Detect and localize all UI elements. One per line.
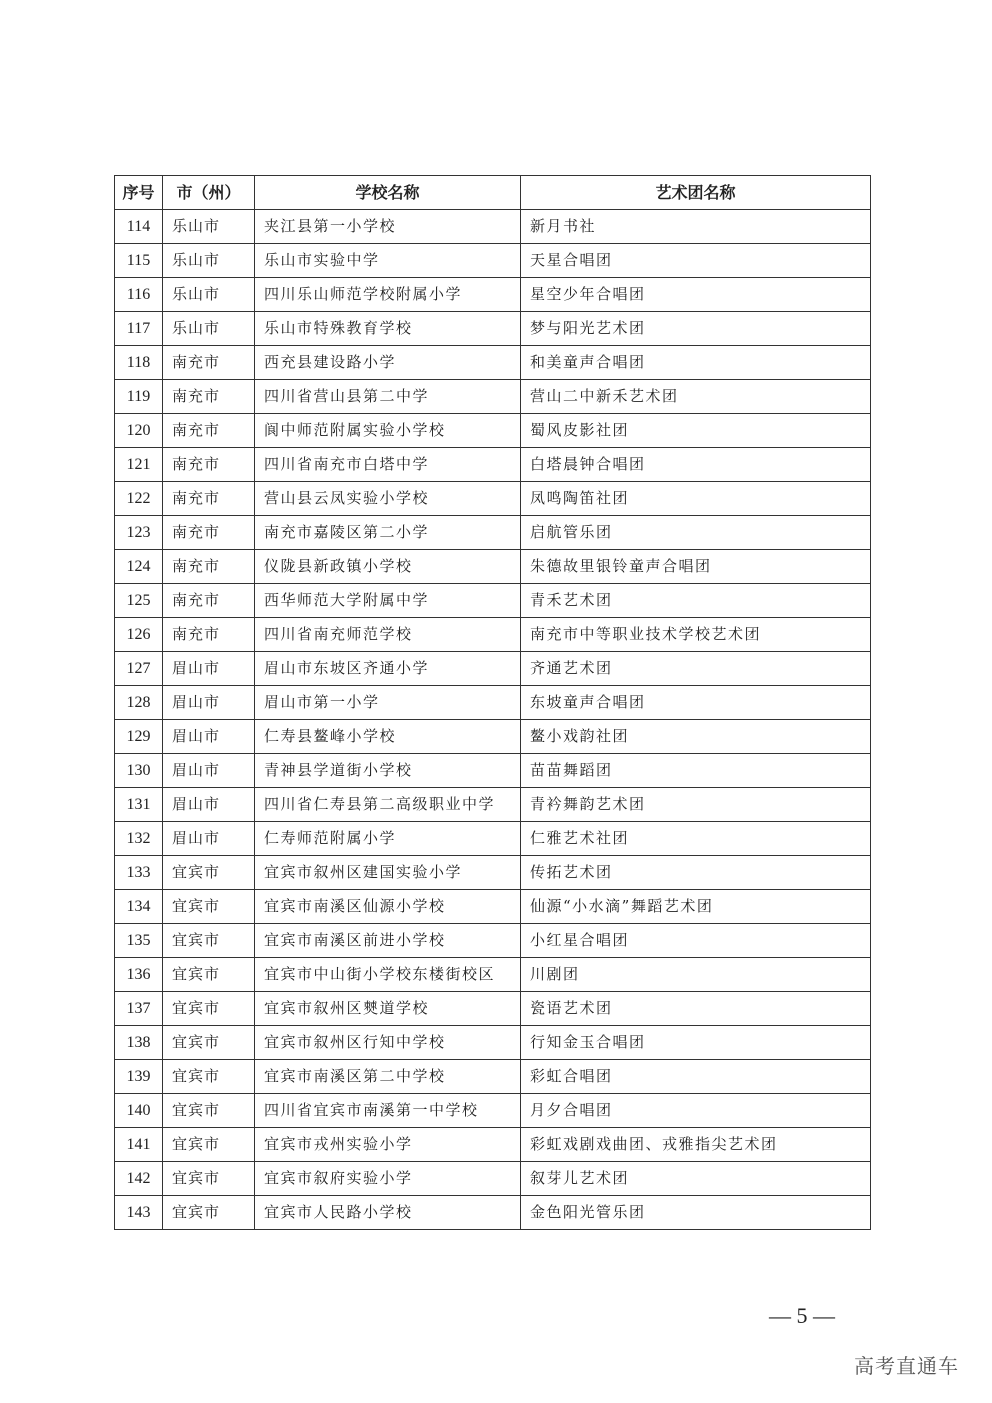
row-school-name: 乐山市特殊教育学校 (255, 312, 521, 346)
header-num: 序号 (115, 176, 163, 210)
table-row (115, 1060, 871, 1094)
row-number: 120 (115, 414, 163, 448)
row-troupe-name: 苗苗舞蹈团 (521, 754, 871, 788)
row-city: 宜宾市 (163, 1196, 255, 1230)
row-school-name: 四川省营山县第二中学 (255, 380, 521, 414)
row-city: 宜宾市 (163, 958, 255, 992)
row-number: 123 (115, 516, 163, 550)
row-city: 眉山市 (163, 720, 255, 754)
row-school-name: 四川省仁寿县第二高级职业中学 (255, 788, 521, 822)
row-city: 南充市 (163, 380, 255, 414)
header-troupe: 艺术团名称 (521, 176, 871, 210)
row-number: 129 (115, 720, 163, 754)
row-number: 122 (115, 482, 163, 516)
row-number: 132 (115, 822, 163, 856)
table-row (115, 448, 871, 482)
row-troupe-name: 天星合唱团 (521, 244, 871, 278)
table-row (115, 482, 871, 516)
row-troupe-name: 青衿舞韵艺术团 (521, 788, 871, 822)
row-school-name: 四川省南充师范学校 (255, 618, 521, 652)
table-row (115, 346, 871, 380)
row-city: 乐山市 (163, 312, 255, 346)
row-number: 141 (115, 1128, 163, 1162)
row-city: 宜宾市 (163, 1026, 255, 1060)
row-troupe-name: 小红星合唱团 (521, 924, 871, 958)
table-row (115, 414, 871, 448)
row-city: 南充市 (163, 482, 255, 516)
table-row (115, 924, 871, 958)
page-number: — 5 — (769, 1303, 835, 1328)
row-city: 宜宾市 (163, 856, 255, 890)
row-school-name: 宜宾市中山街小学校东楼街校区 (255, 958, 521, 992)
row-city: 宜宾市 (163, 1162, 255, 1196)
row-school-name: 宜宾市南溪区仙源小学校 (255, 890, 521, 924)
row-number: 128 (115, 686, 163, 720)
table-row (115, 856, 871, 890)
row-number: 114 (115, 210, 163, 244)
row-city: 南充市 (163, 584, 255, 618)
row-school-name: 宜宾市人民路小学校 (255, 1196, 521, 1230)
row-troupe-name: 仙源“小水滴”舞蹈艺术团 (521, 890, 871, 924)
school-art-troupe-table (114, 175, 871, 1230)
row-city: 眉山市 (163, 652, 255, 686)
row-number: 117 (115, 312, 163, 346)
row-number: 115 (115, 244, 163, 278)
row-school-name: 西华师范大学附属中学 (255, 584, 521, 618)
row-number: 127 (115, 652, 163, 686)
row-school-name: 宜宾市叙州区建国实验小学 (255, 856, 521, 890)
row-number: 119 (115, 380, 163, 414)
row-school-name: 青神县学道街小学校 (255, 754, 521, 788)
table-row (115, 584, 871, 618)
row-school-name: 宜宾市叙州区行知中学校 (255, 1026, 521, 1060)
row-number: 126 (115, 618, 163, 652)
row-city: 眉山市 (163, 822, 255, 856)
row-city: 南充市 (163, 550, 255, 584)
row-number: 136 (115, 958, 163, 992)
row-number: 133 (115, 856, 163, 890)
table-row (115, 720, 871, 754)
row-troupe-name: 启航管乐团 (521, 516, 871, 550)
row-city: 宜宾市 (163, 1060, 255, 1094)
row-troupe-name: 白塔晨钟合唱团 (521, 448, 871, 482)
row-troupe-name: 和美童声合唱团 (521, 346, 871, 380)
table-row (115, 1026, 871, 1060)
row-city: 宜宾市 (163, 890, 255, 924)
row-number: 137 (115, 992, 163, 1026)
row-number: 143 (115, 1196, 163, 1230)
table-row (115, 788, 871, 822)
row-troupe-name: 传拓艺术团 (521, 856, 871, 890)
row-school-name: 阆中师范附属实验小学校 (255, 414, 521, 448)
row-troupe-name: 新月书社 (521, 210, 871, 244)
row-city: 眉山市 (163, 788, 255, 822)
table-row (115, 244, 871, 278)
row-school-name: 仁寿师范附属小学 (255, 822, 521, 856)
row-city: 眉山市 (163, 686, 255, 720)
row-troupe-name: 东坡童声合唱团 (521, 686, 871, 720)
row-school-name: 四川省宜宾市南溪第一中学校 (255, 1094, 521, 1128)
row-number: 116 (115, 278, 163, 312)
row-troupe-name: 彩虹合唱团 (521, 1060, 871, 1094)
table-row (115, 652, 871, 686)
table-row (115, 1094, 871, 1128)
row-school-name: 宜宾市叙府实验小学 (255, 1162, 521, 1196)
row-school-name: 仪陇县新政镇小学校 (255, 550, 521, 584)
row-troupe-name: 仁雅艺术社团 (521, 822, 871, 856)
row-city: 宜宾市 (163, 992, 255, 1026)
row-school-name: 眉山市第一小学 (255, 686, 521, 720)
row-troupe-name: 凤鸣陶笛社团 (521, 482, 871, 516)
table-row (115, 754, 871, 788)
table-row (115, 686, 871, 720)
row-school-name: 宜宾市南溪区第二中学校 (255, 1060, 521, 1094)
row-city: 乐山市 (163, 244, 255, 278)
header-school: 学校名称 (255, 176, 521, 210)
row-number: 131 (115, 788, 163, 822)
table-row (115, 312, 871, 346)
row-city: 南充市 (163, 618, 255, 652)
row-school-name: 仁寿县鳌峰小学校 (255, 720, 521, 754)
watermark-text: 高考直通车 (854, 1354, 959, 1378)
table-row (115, 992, 871, 1026)
row-number: 140 (115, 1094, 163, 1128)
table-row (115, 1128, 871, 1162)
row-troupe-name: 齐通艺术团 (521, 652, 871, 686)
row-city: 南充市 (163, 448, 255, 482)
row-troupe-name: 朱德故里银铃童声合唱团 (521, 550, 871, 584)
row-troupe-name: 川剧团 (521, 958, 871, 992)
row-city: 乐山市 (163, 210, 255, 244)
row-troupe-name: 南充市中等职业技术学校艺术团 (521, 618, 871, 652)
table-row (115, 550, 871, 584)
row-school-name: 眉山市东坡区齐通小学 (255, 652, 521, 686)
row-city: 南充市 (163, 516, 255, 550)
row-troupe-name: 梦与阳光艺术团 (521, 312, 871, 346)
row-school-name: 夹江县第一小学校 (255, 210, 521, 244)
table-row (115, 890, 871, 924)
row-number: 118 (115, 346, 163, 380)
row-number: 139 (115, 1060, 163, 1094)
row-city: 南充市 (163, 346, 255, 380)
table-row (115, 618, 871, 652)
row-city: 南充市 (163, 414, 255, 448)
row-city: 宜宾市 (163, 924, 255, 958)
row-school-name: 宜宾市叙州区僰道学校 (255, 992, 521, 1026)
row-school-name: 西充县建设路小学 (255, 346, 521, 380)
table-row (115, 822, 871, 856)
row-school-name: 南充市嘉陵区第二小学 (255, 516, 521, 550)
row-number: 124 (115, 550, 163, 584)
table-body (115, 210, 871, 1230)
row-troupe-name: 行知金玉合唱团 (521, 1026, 871, 1060)
row-school-name: 宜宾市戎州实验小学 (255, 1128, 521, 1162)
row-troupe-name: 鳌小戏韵社团 (521, 720, 871, 754)
row-school-name: 四川省南充市白塔中学 (255, 448, 521, 482)
row-school-name: 营山县云凤实验小学校 (255, 482, 521, 516)
row-troupe-name: 青禾艺术团 (521, 584, 871, 618)
row-number: 135 (115, 924, 163, 958)
row-city: 宜宾市 (163, 1128, 255, 1162)
table-row (115, 278, 871, 312)
table-row (115, 210, 871, 244)
table-row (115, 516, 871, 550)
row-number: 130 (115, 754, 163, 788)
table-row (115, 958, 871, 992)
row-troupe-name: 金色阳光管乐团 (521, 1196, 871, 1230)
row-school-name: 乐山市实验中学 (255, 244, 521, 278)
row-number: 125 (115, 584, 163, 618)
table-row (115, 1162, 871, 1196)
row-troupe-name: 瓷语艺术团 (521, 992, 871, 1026)
row-school-name: 宜宾市南溪区前进小学校 (255, 924, 521, 958)
row-number: 142 (115, 1162, 163, 1196)
row-troupe-name: 叙芽儿艺术团 (521, 1162, 871, 1196)
row-city: 宜宾市 (163, 1094, 255, 1128)
table-row (115, 380, 871, 414)
row-troupe-name: 彩虹戏剧戏曲团、戎雅指尖艺术团 (521, 1128, 871, 1162)
row-number: 138 (115, 1026, 163, 1060)
row-troupe-name: 月夕合唱团 (521, 1094, 871, 1128)
row-troupe-name: 星空少年合唱团 (521, 278, 871, 312)
row-city: 眉山市 (163, 754, 255, 788)
table-row (115, 1196, 871, 1230)
row-school-name: 四川乐山师范学校附属小学 (255, 278, 521, 312)
row-city: 乐山市 (163, 278, 255, 312)
header-city: 市（州） (163, 176, 255, 210)
row-troupe-name: 蜀风皮影社团 (521, 414, 871, 448)
row-number: 134 (115, 890, 163, 924)
row-troupe-name: 营山二中新禾艺术团 (521, 380, 871, 414)
row-number: 121 (115, 448, 163, 482)
table-header-row (115, 176, 871, 210)
